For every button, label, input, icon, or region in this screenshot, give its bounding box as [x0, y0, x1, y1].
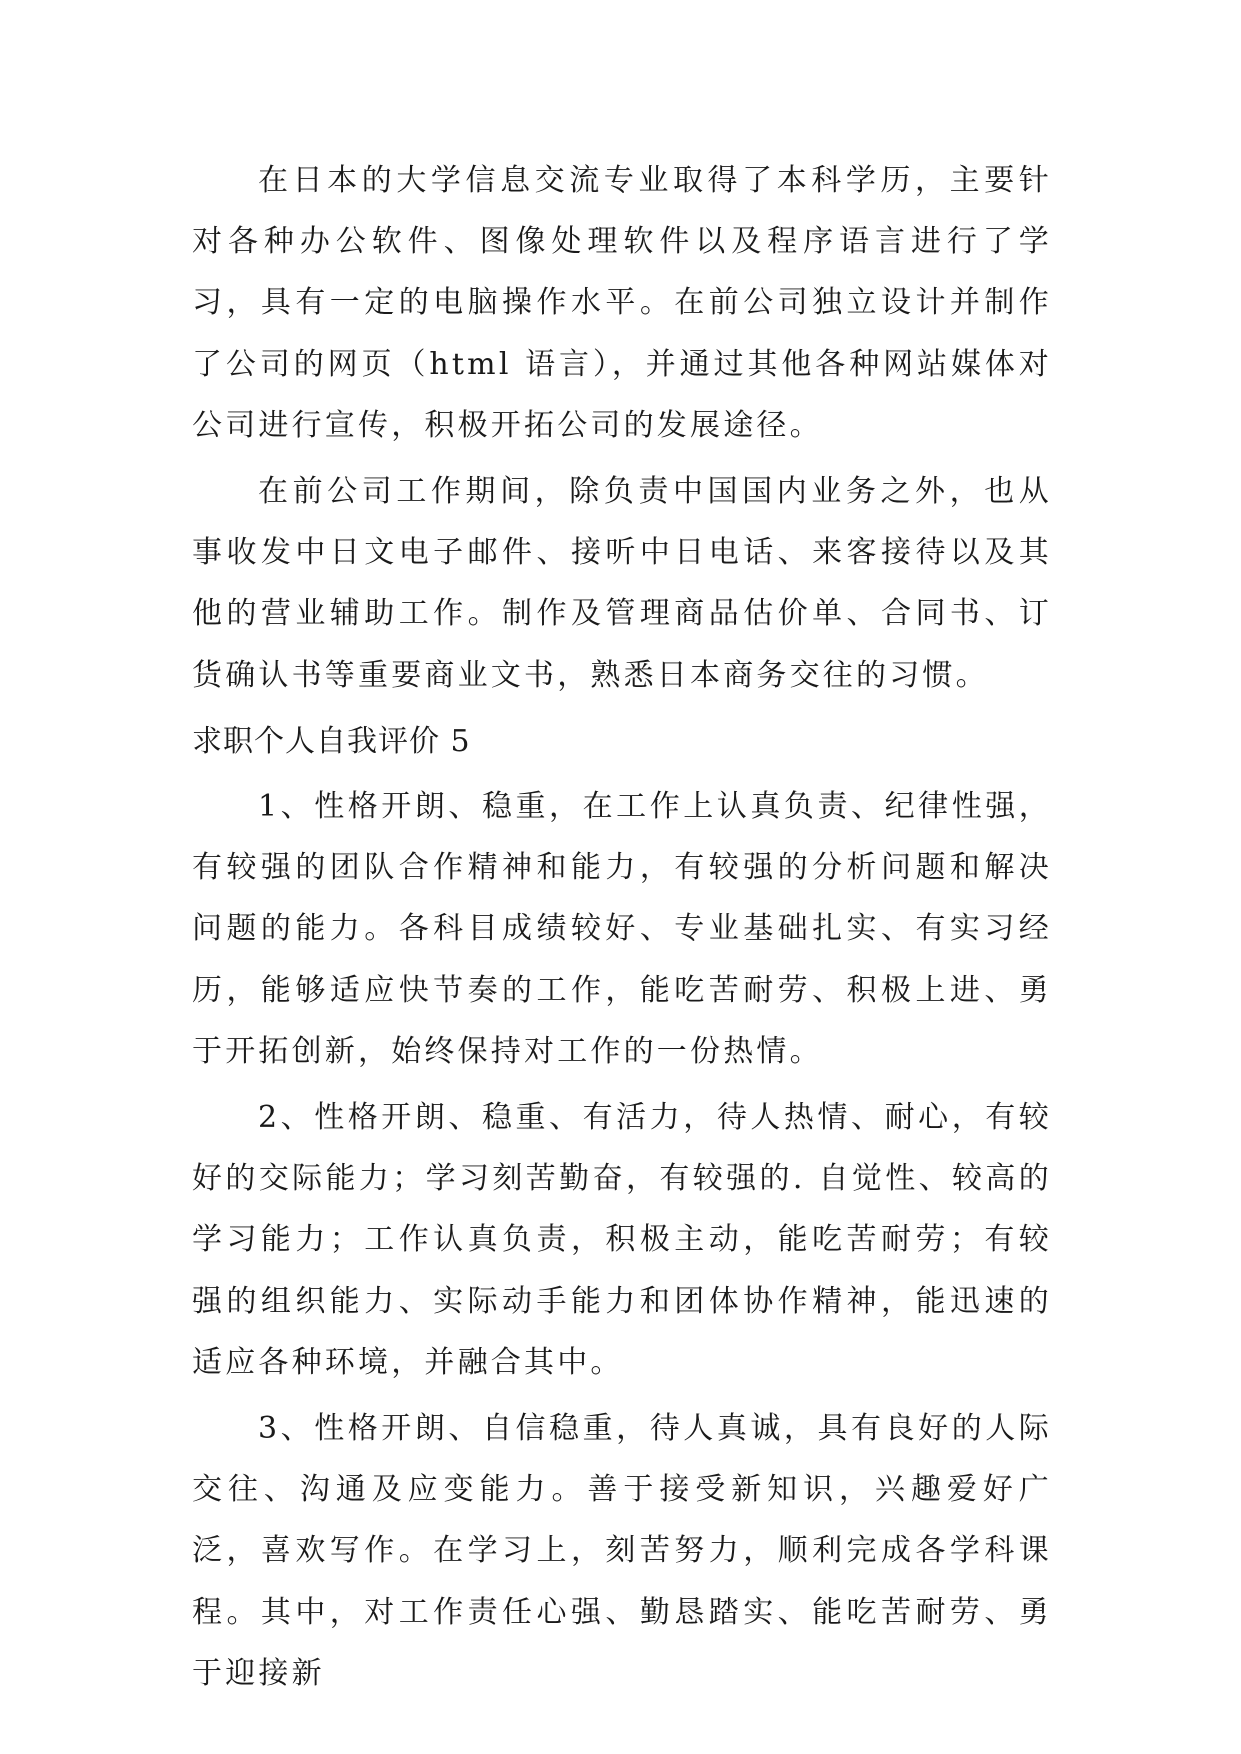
paragraph-evaluation-2: 2、性格开朗、稳重、有活力，待人热情、耐心，有较好的交际能力；学习刻苦勤奋，有较强的. 自觉性、较高的学习能力；工作认真负责，积极主动，能吃苦耐劳；有较强的组织能力、实际动手能力和团体协作精神，能迅速的适应各种环境，并融合其中。 — [192, 1100, 1052, 1380]
paragraph-evaluation-1: 1、性格开朗、稳重，在工作上认真负责、纪律性强，有较强的团队合作精神和能力，有较强的分析问题和解决问题的能力。各科目成绩较好、专业基础扎实、有实习经历，能够适应快节奏的工作，能吃苦耐劳、积极上进、勇于开拓创新，始终保持对工作的一份热情。 — [192, 789, 1052, 1069]
paragraph-work-experience: 在前公司工作期间，除负责中国国内业务之外，也从事收发中日文电子邮件、接听中日电话、来客接待以及其他的营业辅助工作。制作及管理商品估价单、合同书、订货确认书等重要商业文书，熟悉日本商务交往的习惯。 — [192, 474, 1052, 693]
paragraph-education: 在日本的大学信息交流专业取得了本科学历，主要针对各种办公软件、图像处理软件以及程序语言进行了学习，具有一定的电脑操作水平。在前公司独立设计并制作了公司的网页（html 语言），并通过其他各种网站媒体对公司进行宣传，积极开拓公司的发展途径。 — [192, 163, 1052, 443]
section-heading: 求职个人自我评价 5 — [192, 723, 471, 759]
paragraph-evaluation-3: 3、性格开朗、自信稳重，待人真诚，具有良好的人际交往、沟通及应变能力。善于接受新知识，兴趣爱好广泛，喜欢写作。在学习上，刻苦努力，顺利完成各学科课程。其中，对工作责任心强、勤恳踏实、能吃苦耐劳、勇于迎接新 — [192, 1411, 1052, 1691]
document-body — [192, 150, 1052, 1709]
